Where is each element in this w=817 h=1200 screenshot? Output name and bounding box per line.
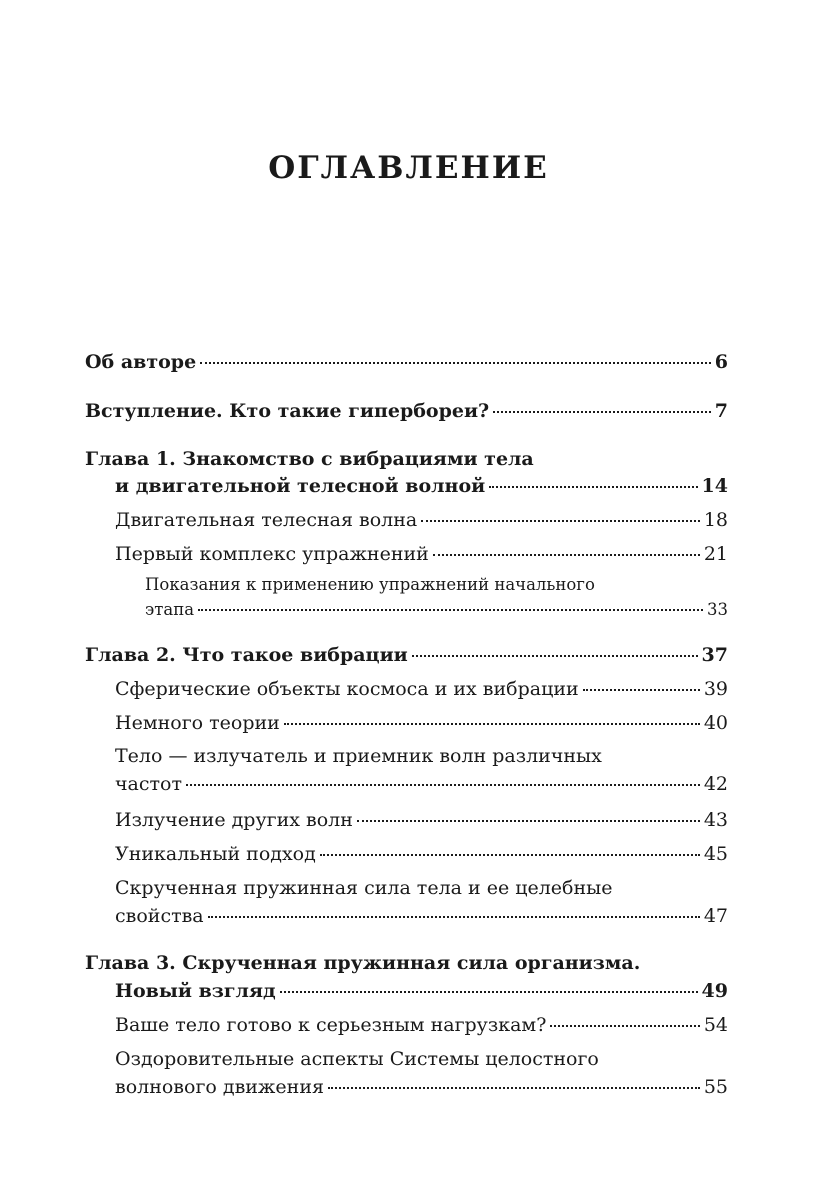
toc-entry[interactable] bbox=[115, 1011, 728, 1039]
leader-dots bbox=[280, 991, 698, 993]
toc-entry[interactable] bbox=[115, 977, 728, 1005]
toc-page-number: 14 bbox=[701, 475, 728, 497]
toc-entry-first-line[interactable]: Оздоровительные аспекты Системы целостного bbox=[115, 1048, 599, 1070]
toc-page-number: 18 bbox=[703, 509, 728, 531]
toc-page-number: 43 bbox=[703, 809, 728, 831]
leader-dots bbox=[284, 723, 700, 725]
toc-entry-first-line[interactable]: Глава 1. Знакомство с вибрациями тела bbox=[85, 448, 534, 470]
leader-dots bbox=[200, 362, 711, 364]
toc-page-number: 45 bbox=[703, 843, 728, 865]
toc-entry-text: свойства bbox=[115, 905, 204, 927]
toc-entry[interactable] bbox=[85, 397, 728, 425]
toc-page-number: 21 bbox=[703, 543, 728, 565]
leader-dots bbox=[433, 554, 700, 556]
toc-entry-text: Об авторе bbox=[85, 351, 197, 373]
toc-page-number: 55 bbox=[703, 1076, 728, 1098]
toc-entry-first-line[interactable]: Тело — излучатель и приемник волн различных bbox=[115, 745, 602, 767]
toc-page-number: 40 bbox=[703, 712, 728, 734]
toc-entry[interactable] bbox=[115, 840, 728, 868]
toc-entry-text: Немного теории bbox=[115, 712, 280, 734]
leader-dots bbox=[550, 1025, 699, 1027]
toc-page-number: 39 bbox=[703, 678, 728, 700]
toc-entry-first-line[interactable]: Глава 3. Скрученная пружинная сила организма. bbox=[85, 952, 641, 974]
leader-dots bbox=[357, 820, 700, 822]
toc-page-number: 37 bbox=[701, 644, 728, 666]
toc-entry[interactable] bbox=[115, 472, 728, 500]
leader-dots bbox=[493, 411, 711, 413]
toc-entry-text: Сферические объекты космоса и их вибрации bbox=[115, 678, 579, 700]
leader-dots bbox=[186, 784, 700, 786]
toc-entry[interactable] bbox=[115, 1073, 728, 1101]
toc-entry[interactable] bbox=[85, 348, 728, 376]
leader-dots bbox=[320, 854, 700, 856]
toc-entry-text: Новый взгляд bbox=[115, 980, 276, 1002]
toc-entry[interactable] bbox=[145, 598, 728, 622]
toc-entry-text: и двигательной телесной волной bbox=[115, 475, 486, 497]
toc-entry[interactable] bbox=[115, 770, 728, 798]
toc-entry-text: Уникальный подход bbox=[115, 843, 316, 865]
toc-entry[interactable] bbox=[115, 675, 728, 703]
toc-entry[interactable] bbox=[115, 902, 728, 930]
leader-dots bbox=[583, 689, 700, 691]
toc-entry-text: Двигательная телесная волна bbox=[115, 509, 418, 531]
toc-entry-text: частот bbox=[115, 773, 182, 795]
toc-page-number: 42 bbox=[703, 773, 728, 795]
toc-entry[interactable] bbox=[115, 806, 728, 834]
toc-page-number: 6 bbox=[714, 351, 728, 373]
leader-dots bbox=[421, 520, 700, 522]
toc-entry-first-line[interactable]: Показания к применению упражнений начального bbox=[145, 575, 595, 594]
toc-entry[interactable] bbox=[115, 709, 728, 737]
toc-entry[interactable] bbox=[85, 641, 728, 669]
toc-entry[interactable] bbox=[115, 540, 728, 568]
toc-entry[interactable] bbox=[115, 506, 728, 534]
toc-entry-text: Глава 2. Что такое вибрации bbox=[85, 644, 408, 666]
leader-dots bbox=[198, 609, 703, 611]
toc-entry-text: Излучение других волн bbox=[115, 809, 353, 831]
toc-page-number: 49 bbox=[701, 980, 728, 1002]
toc-page-number: 54 bbox=[703, 1014, 728, 1036]
toc-page-number: 33 bbox=[707, 600, 728, 619]
toc-entry-text: этапа bbox=[145, 600, 195, 619]
toc-entry-text: Вступление. Кто такие гипербореи? bbox=[85, 400, 490, 422]
toc-entry-text: Первый комплекс упражнений bbox=[115, 543, 429, 565]
page-title: ОГЛАВЛЕНИЕ bbox=[268, 150, 549, 186]
leader-dots bbox=[208, 916, 700, 918]
toc-entry-text: волнового движения bbox=[115, 1076, 324, 1098]
leader-dots bbox=[412, 655, 698, 657]
toc-entry-first-line[interactable]: Скрученная пружинная сила тела и ее целебные bbox=[115, 877, 613, 899]
leader-dots bbox=[328, 1087, 700, 1089]
toc-page-number: 47 bbox=[703, 905, 728, 927]
toc-entry-text: Ваше тело готово к серьезным нагрузкам? bbox=[115, 1014, 547, 1036]
toc-page-number: 7 bbox=[714, 400, 728, 422]
leader-dots bbox=[489, 486, 697, 488]
